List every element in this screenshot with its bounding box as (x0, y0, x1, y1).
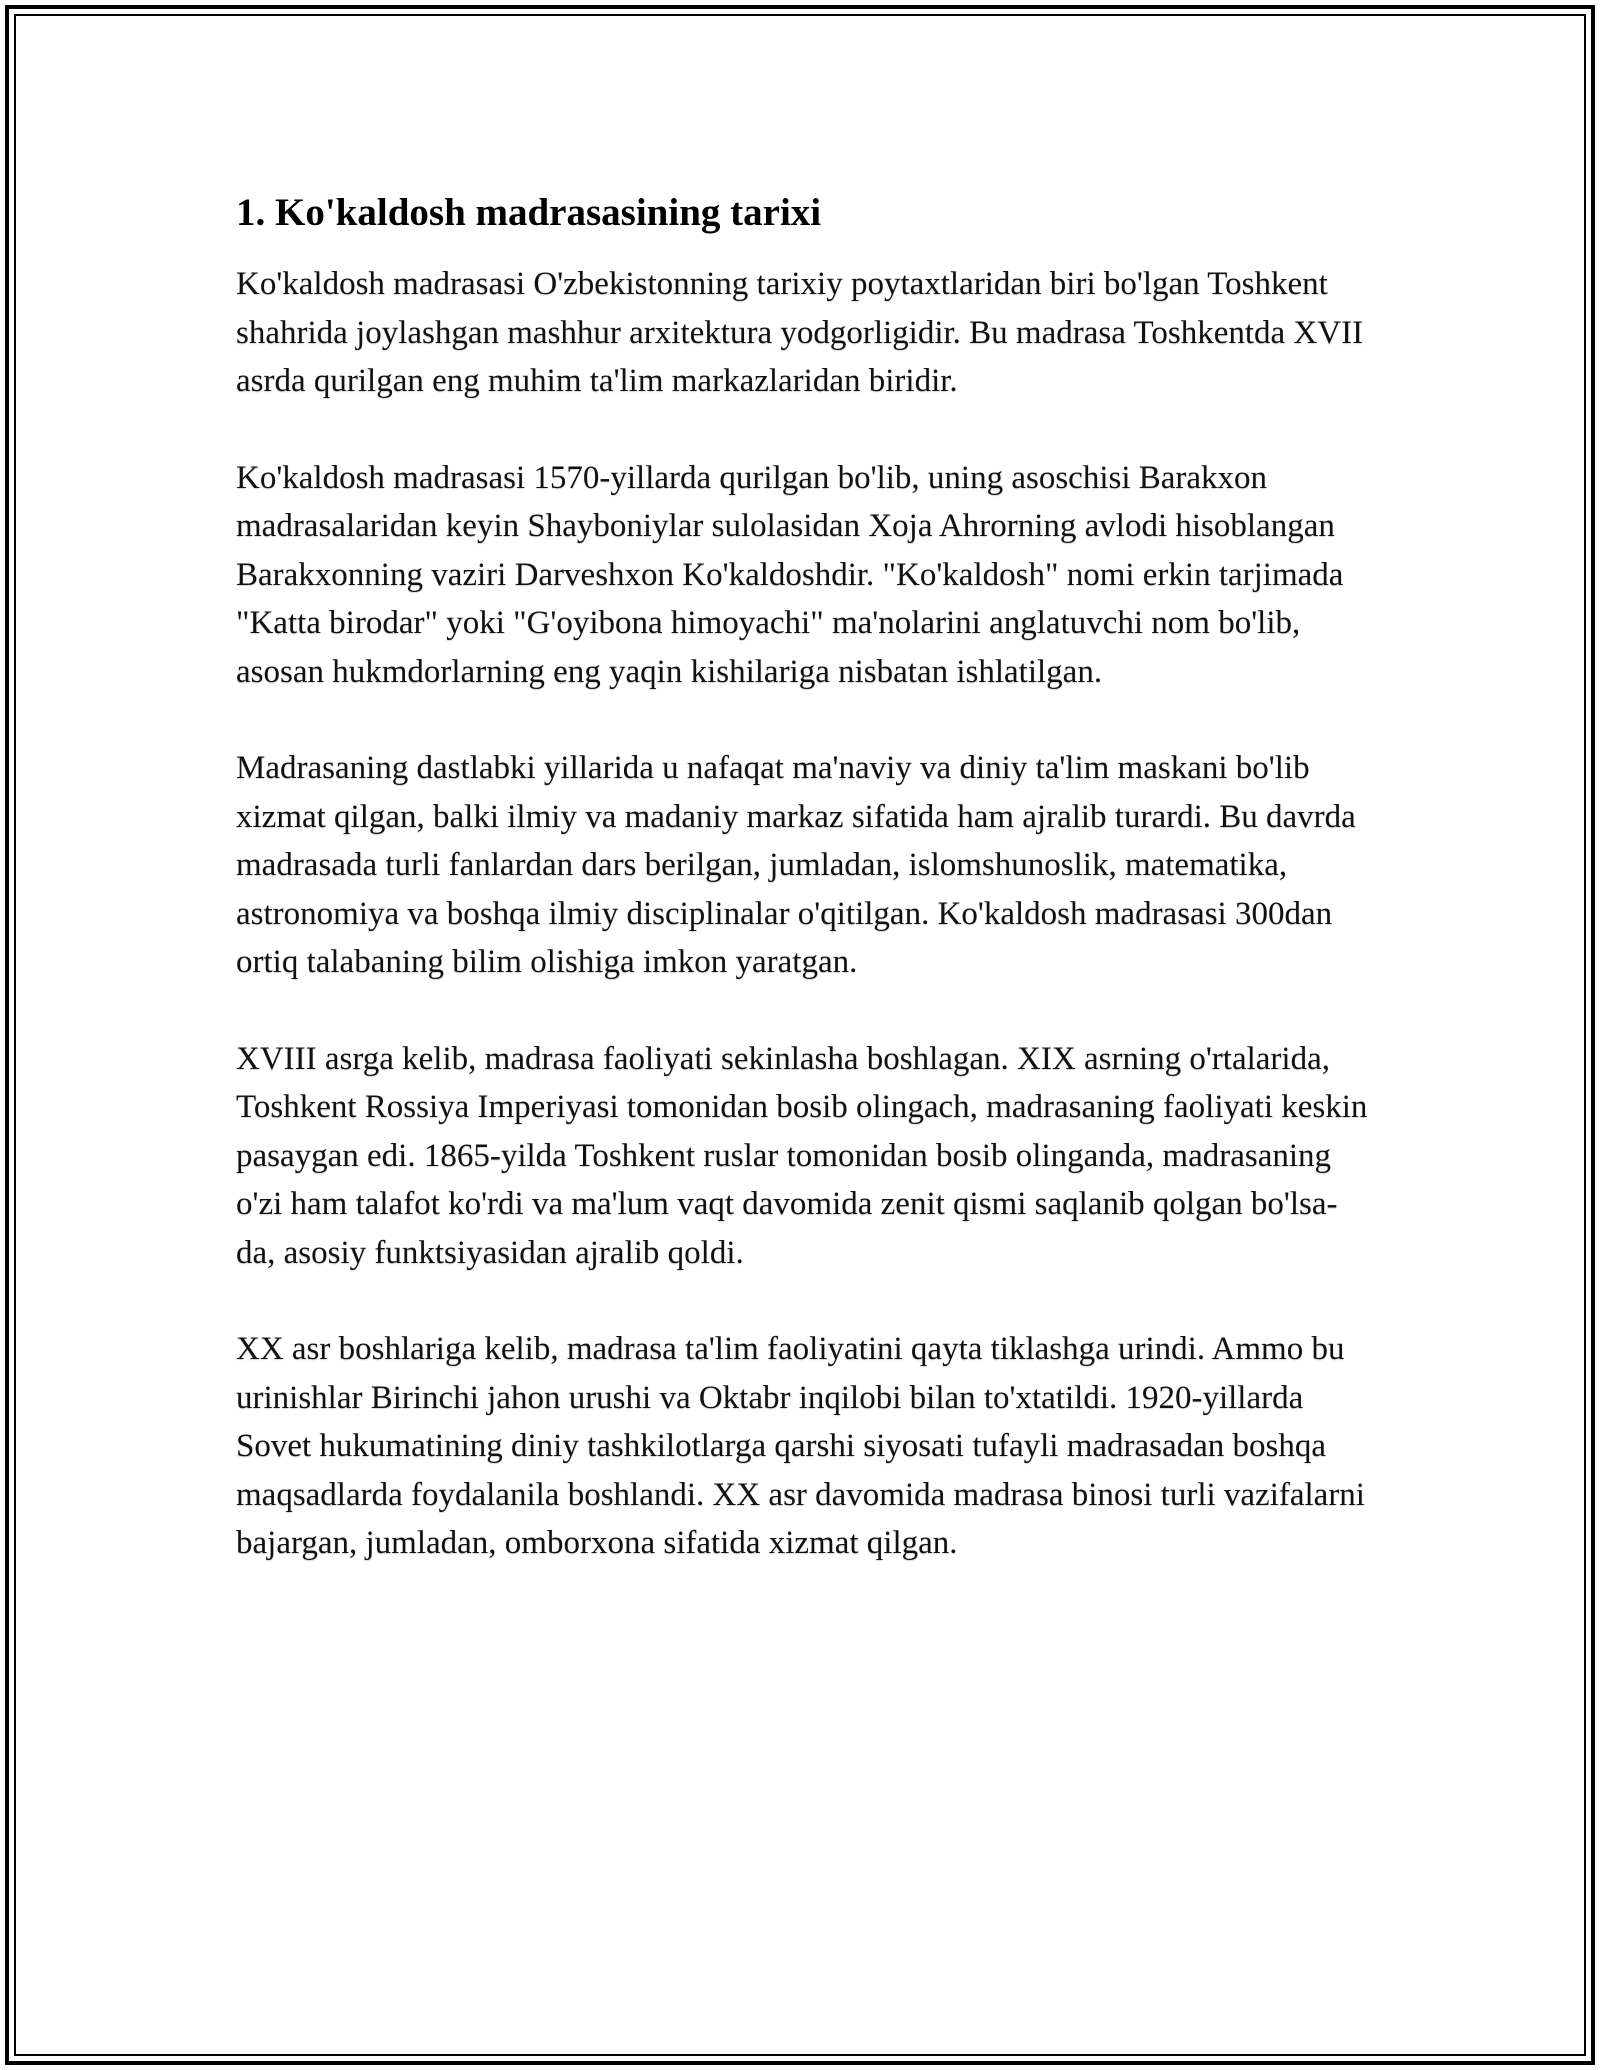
document-body (236, 186, 1376, 1616)
section-heading: 1. Ko'kaldosh madrasasining tarixi (236, 191, 822, 234)
paragraph-4: XVIII asrga kelib, madrasa faoliyati sekinlasha boshlagan. XIX asrning o'rtalarida, Toshkent Rossiya Imperiyasi tomonidan bosib olingach, madrasaning faoliyati keskin pasaygan edi. 1865-yilda Toshkent ruslar tomonidan bosib olinganda, madrasaning o'zi ham talafot ko'rdi va ma'lum vaqt davomida zenit qismi saqlanib qolgan bo'lsa-da, asosiy funktsiyasidan ajralib qoldi. (236, 1040, 1368, 1271)
paragraph-5: XX asr boshlariga kelib, madrasa ta'lim faoliyatini qayta tiklashga urindi. Ammo bu urinishlar Birinchi jahon urushi va Oktabr inqilobi bilan to'xtatildi. 1920-yillarda Sovet hukumatining diniy tashkilotlarga qarshi siyosati tufayli madrasadan boshqa maqsadlarda foydalanila boshlandi. XX asr davomida madrasa binosi turli vazifalarni bajargan, jumladan, omborxona sifatida xizmat qilgan. (236, 1331, 1365, 1561)
paragraph-2: Ko'kaldosh madrasasi 1570-yillarda qurilgan bo'lib, uning asoschisi Barakxon madrasalaridan keyin Shayboniylar sulolasidan Xoja Ahrorning avlodi hisoblangan Barakxonning vaziri Darveshxon Ko'kaldoshdir. "Ko'kaldosh" nomi erkin tarjimada "Katta birodar" yoki "G'oyibona himoyachi" ma'nolarini anglatuvchi nom bo'lib, asosan hukmdorlarning eng yaqin kishilariga nisbatan ishlatilgan. (236, 459, 1344, 690)
paragraph-3: Madrasaning dastlabki yillarida u nafaqat ma'naviy va diniy ta'lim maskani bo'lib xizmat qilgan, balki ilmiy va madaniy markaz sifatida ham ajralib turardi. Bu davrda madrasada turli fanlardan dars berilgan, jumladan, islomshunoslik, matematika, astronomiya va boshqa ilmiy disciplinalar o'qitilgan. Ko'kaldosh madrasasi 300dan ortiq talabaning bilim olishiga imkon yaratgan. (236, 750, 1356, 980)
paragraph-1: Ko'kaldosh madrasasi O'zbekistonning tarixiy poytaxtlaridan biri bo'lgan Toshkent shahrida joylashgan mashhur arxitektura yodgorligidir. Bu madrasa Toshkentda XVII asrda qurilgan eng muhim ta'lim markazlaridan biridir. (236, 266, 1364, 399)
